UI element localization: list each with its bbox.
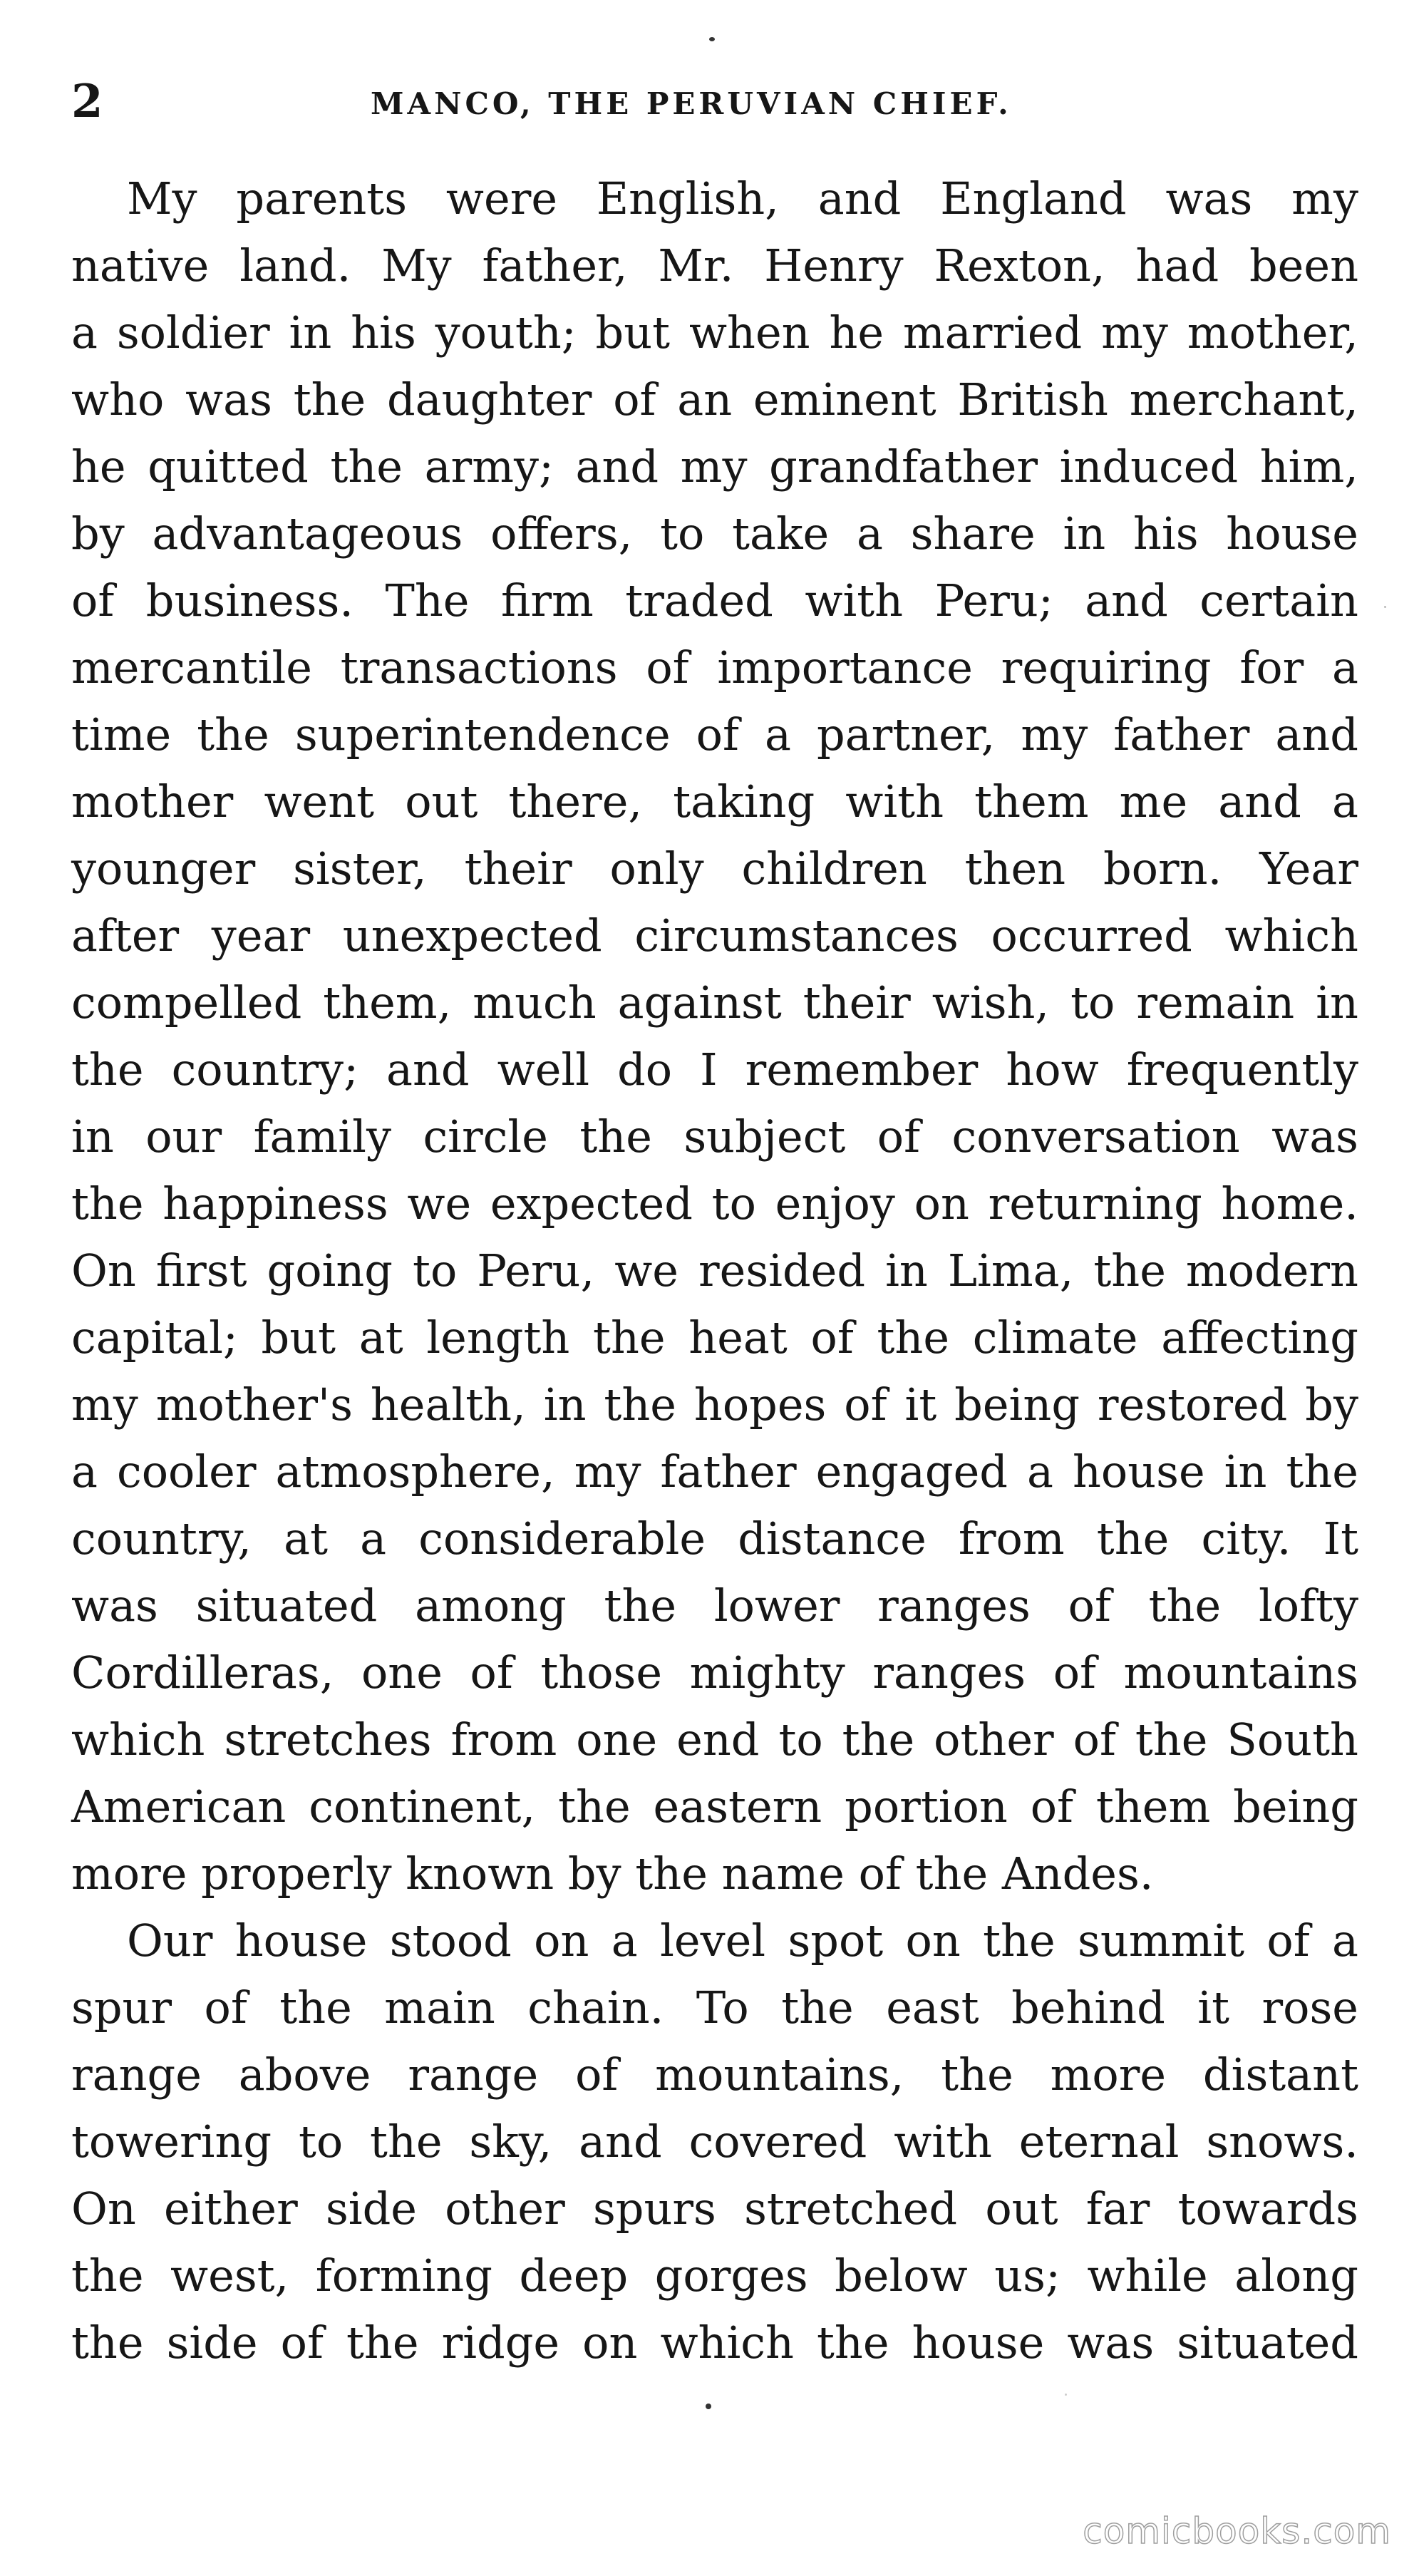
print-speck: [706, 2404, 711, 2409]
text-line: was situated among the lower ranges of the lofty: [71, 1580, 1358, 1632]
paragraph-2: [71, 1907, 1358, 2376]
text-line: who was the daughter of an eminent British merchant,: [71, 373, 1358, 426]
text-line: My parents were English, and England was my: [127, 172, 1358, 225]
text-line: a soldier in his youth; but when he married my mother,: [71, 306, 1358, 359]
text-line: mother went out there, taking with them me and a: [71, 776, 1358, 828]
text-line: the happiness we expected to enjoy on returning home.: [71, 1178, 1358, 1230]
print-speck: [709, 37, 715, 41]
running-head: [71, 77, 1358, 127]
text-line: younger sister, their only children then born. Year: [71, 843, 1358, 895]
text-line: range above range of mountains, the more distant: [71, 2049, 1358, 2101]
text-line: American continent, the eastern portion of them being: [71, 1781, 1358, 1833]
text-line: mercantile transactions of importance requiring for a: [71, 642, 1358, 694]
text-line: the side of the ridge on which the house was situated: [71, 2317, 1358, 2369]
text-line: the west, forming deep gorges below us; while along: [71, 2250, 1358, 2302]
text-line: compelled them, much against their wish, to remain in: [71, 977, 1358, 1029]
paragraph-1: [71, 165, 1358, 1907]
body-text: [71, 165, 1358, 2376]
text-line: the country; and well do I remember how frequently: [71, 1044, 1358, 1096]
text-line: time the superintendence of a partner, my father and: [71, 709, 1358, 761]
text-line: On first going to Peru, we resided in Lima, the modern: [71, 1245, 1358, 1297]
text-line: in our family circle the subject of conversation was: [71, 1111, 1358, 1163]
text-line: he quitted the army; and my grandfather induced him,: [71, 441, 1358, 493]
text-line: a cooler atmosphere, my father engaged a house in the: [71, 1446, 1358, 1498]
text-line: of business. The firm traded with Peru; and certain: [71, 575, 1358, 627]
text-line: Our house stood on a level spot on the summit of a: [127, 1915, 1358, 1967]
text-line: spur of the main chain. To the east behind it rose: [71, 1982, 1358, 2034]
text-line: towering to the sky, and covered with eternal snows.: [71, 2116, 1358, 2168]
print-speck: [1065, 2394, 1067, 2396]
text-line: On either side other spurs stretched out far towards: [71, 2183, 1358, 2235]
text-line: native land. My father, Mr. Henry Rexton, had been: [71, 239, 1358, 292]
text-line: Cordilleras, one of those mighty ranges of mountains: [71, 1647, 1358, 1699]
page-number: 2: [71, 75, 103, 128]
text-line: by advantageous offers, to take a share in his house: [71, 508, 1358, 560]
running-title: MANCO, THE PERUVIAN CHIEF.: [371, 86, 1012, 121]
text-line: capital; but at length the heat of the climate affecting: [71, 1312, 1358, 1364]
text-line: more properly known by the name of the Andes.: [71, 1848, 1154, 1900]
watermark: comicbooks.com: [1083, 2510, 1391, 2552]
print-speck: [1384, 606, 1386, 608]
text-line: after year unexpected circumstances occurred which: [71, 910, 1358, 962]
text-line: country, at a considerable distance from the city. It: [71, 1513, 1358, 1565]
text-line: my mother's health, in the hopes of it being restored by: [71, 1379, 1358, 1431]
text-line: which stretches from one end to the other of the South: [71, 1714, 1358, 1766]
